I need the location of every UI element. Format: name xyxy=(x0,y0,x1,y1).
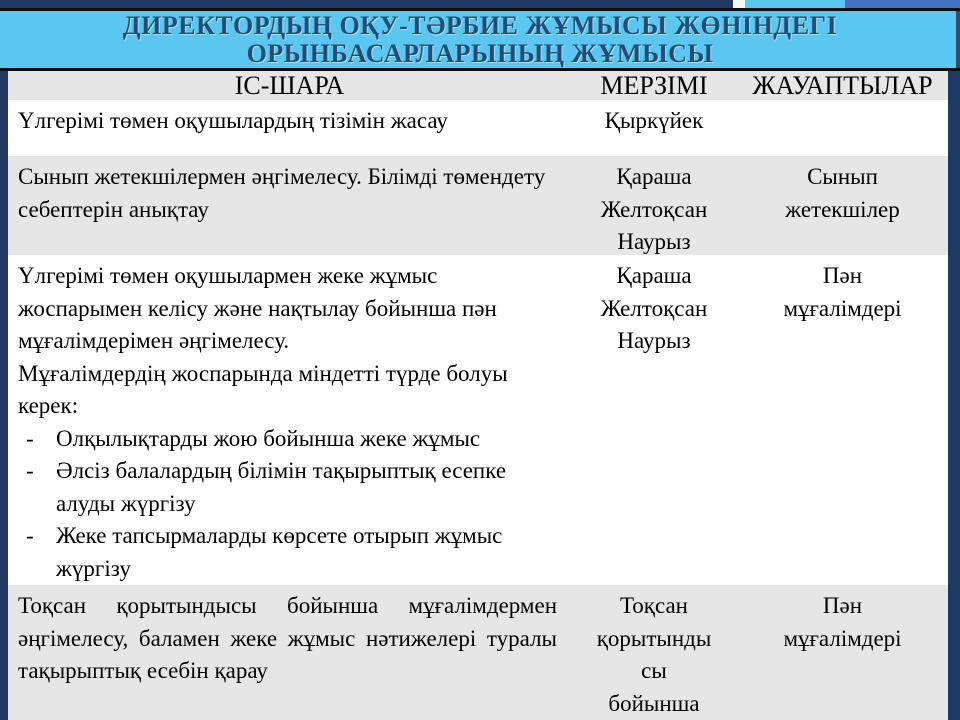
period-line: Қараша xyxy=(616,164,692,189)
column-header-activity: ІС-ШАРА xyxy=(234,71,345,100)
table-row xyxy=(8,585,948,720)
period-line: бойынша xyxy=(608,690,700,716)
table-row xyxy=(8,156,948,255)
activity-cell: Сынып жетекшілермен әңгімелесу. Білімді төмендету себептерін анықтау xyxy=(18,164,546,222)
period-cell xyxy=(571,255,737,585)
period-line: Қыркүйек xyxy=(604,108,704,133)
period-cell xyxy=(571,100,737,156)
banner-right-edge xyxy=(956,11,960,68)
responsible-line: мұғалімдері xyxy=(783,295,902,321)
period-line: Желтоқсан xyxy=(600,295,708,321)
strip-white-segment xyxy=(733,0,745,8)
responsible-line: мұғалімдері xyxy=(783,625,902,651)
period-cell xyxy=(571,585,737,720)
bullet-dash-marker: - xyxy=(26,523,34,548)
table-header-row xyxy=(8,71,948,100)
right-border-strip xyxy=(948,71,960,720)
responsible-cell xyxy=(737,255,948,585)
activity-bullet-item xyxy=(18,520,557,585)
activity-bullet-item xyxy=(18,423,557,456)
slide-title-line-2: ОРЫНБАСАРЛАРЫНЫҢ ЖҰМЫСЫ xyxy=(246,39,714,68)
responsible-line: Пән xyxy=(822,263,863,288)
responsible-line: жетекшілер xyxy=(785,196,900,222)
period-line: қорытынды xyxy=(596,625,712,651)
plan-table xyxy=(8,71,948,720)
period-line: Наурыз xyxy=(617,229,691,254)
slide-title-line-1: ДИРЕКТОРДЫҢ ОҚУ-ТӘРБИЕ ЖҰМЫСЫ ЖӨНІНДЕГІ xyxy=(122,11,838,40)
period-cell xyxy=(571,156,737,259)
activity-bullet-item xyxy=(18,455,557,520)
column-header-period: МЕРЗІМІ xyxy=(600,71,708,100)
period-line: Наурыз xyxy=(617,328,691,353)
strip-royal-segment xyxy=(845,0,960,8)
table-row xyxy=(8,255,948,585)
activity-cell: Тоқсан қорытындысы бойынша мұғалімдермен әңгімелесу, баламен жеке жұмыс нәтижелері туралы тақырыптық есебін қарау xyxy=(18,593,557,683)
title-banner xyxy=(0,11,960,68)
activity-cell: Үлгерімі төмен оқушылардың тізімін жасау xyxy=(18,108,448,133)
responsible-line: Пән xyxy=(822,593,863,618)
bullet-text: Әлсіз балалардың білімін тақырыптық есепке алуды жүргізу xyxy=(56,458,507,516)
responsible-cell xyxy=(737,156,948,259)
left-border-strip xyxy=(0,71,8,720)
bullet-text: Жеке тапсырмаларды көрсете отырып жұмыс жүргізу xyxy=(56,523,503,581)
period-line: сы xyxy=(641,658,667,683)
top-decoration-strip xyxy=(0,0,960,8)
period-line: Желтоқсан xyxy=(600,196,708,222)
activity-paragraph: Үлгерімі төмен оқушылармен жеке жұмыс жоспарымен келісу және нақтылау бойынша пән мұғалімдерімен әңгімелесу. xyxy=(18,263,497,353)
responsible-line: Сынып xyxy=(807,164,878,189)
period-line: Қараша xyxy=(616,263,692,288)
table-row xyxy=(8,100,948,156)
content-area xyxy=(0,71,960,720)
activity-cell xyxy=(8,255,571,585)
strip-cyan-segment xyxy=(745,0,845,8)
strip-navy-segment xyxy=(0,0,733,8)
bullet-dash-marker: - xyxy=(26,425,34,451)
responsible-cell xyxy=(737,585,948,720)
bullet-dash-marker: - xyxy=(26,458,34,483)
responsible-cell xyxy=(737,100,948,156)
bullet-text: Олқылықтарды жою бойынша жеке жұмыс xyxy=(56,425,481,451)
period-line: Тоқсан xyxy=(619,593,688,618)
column-header-responsible: ЖАУАПТЫЛАР xyxy=(752,71,933,100)
activity-paragraph: Мұғалімдердің жоспарында міндетті түрде болуы керек: xyxy=(18,360,508,418)
